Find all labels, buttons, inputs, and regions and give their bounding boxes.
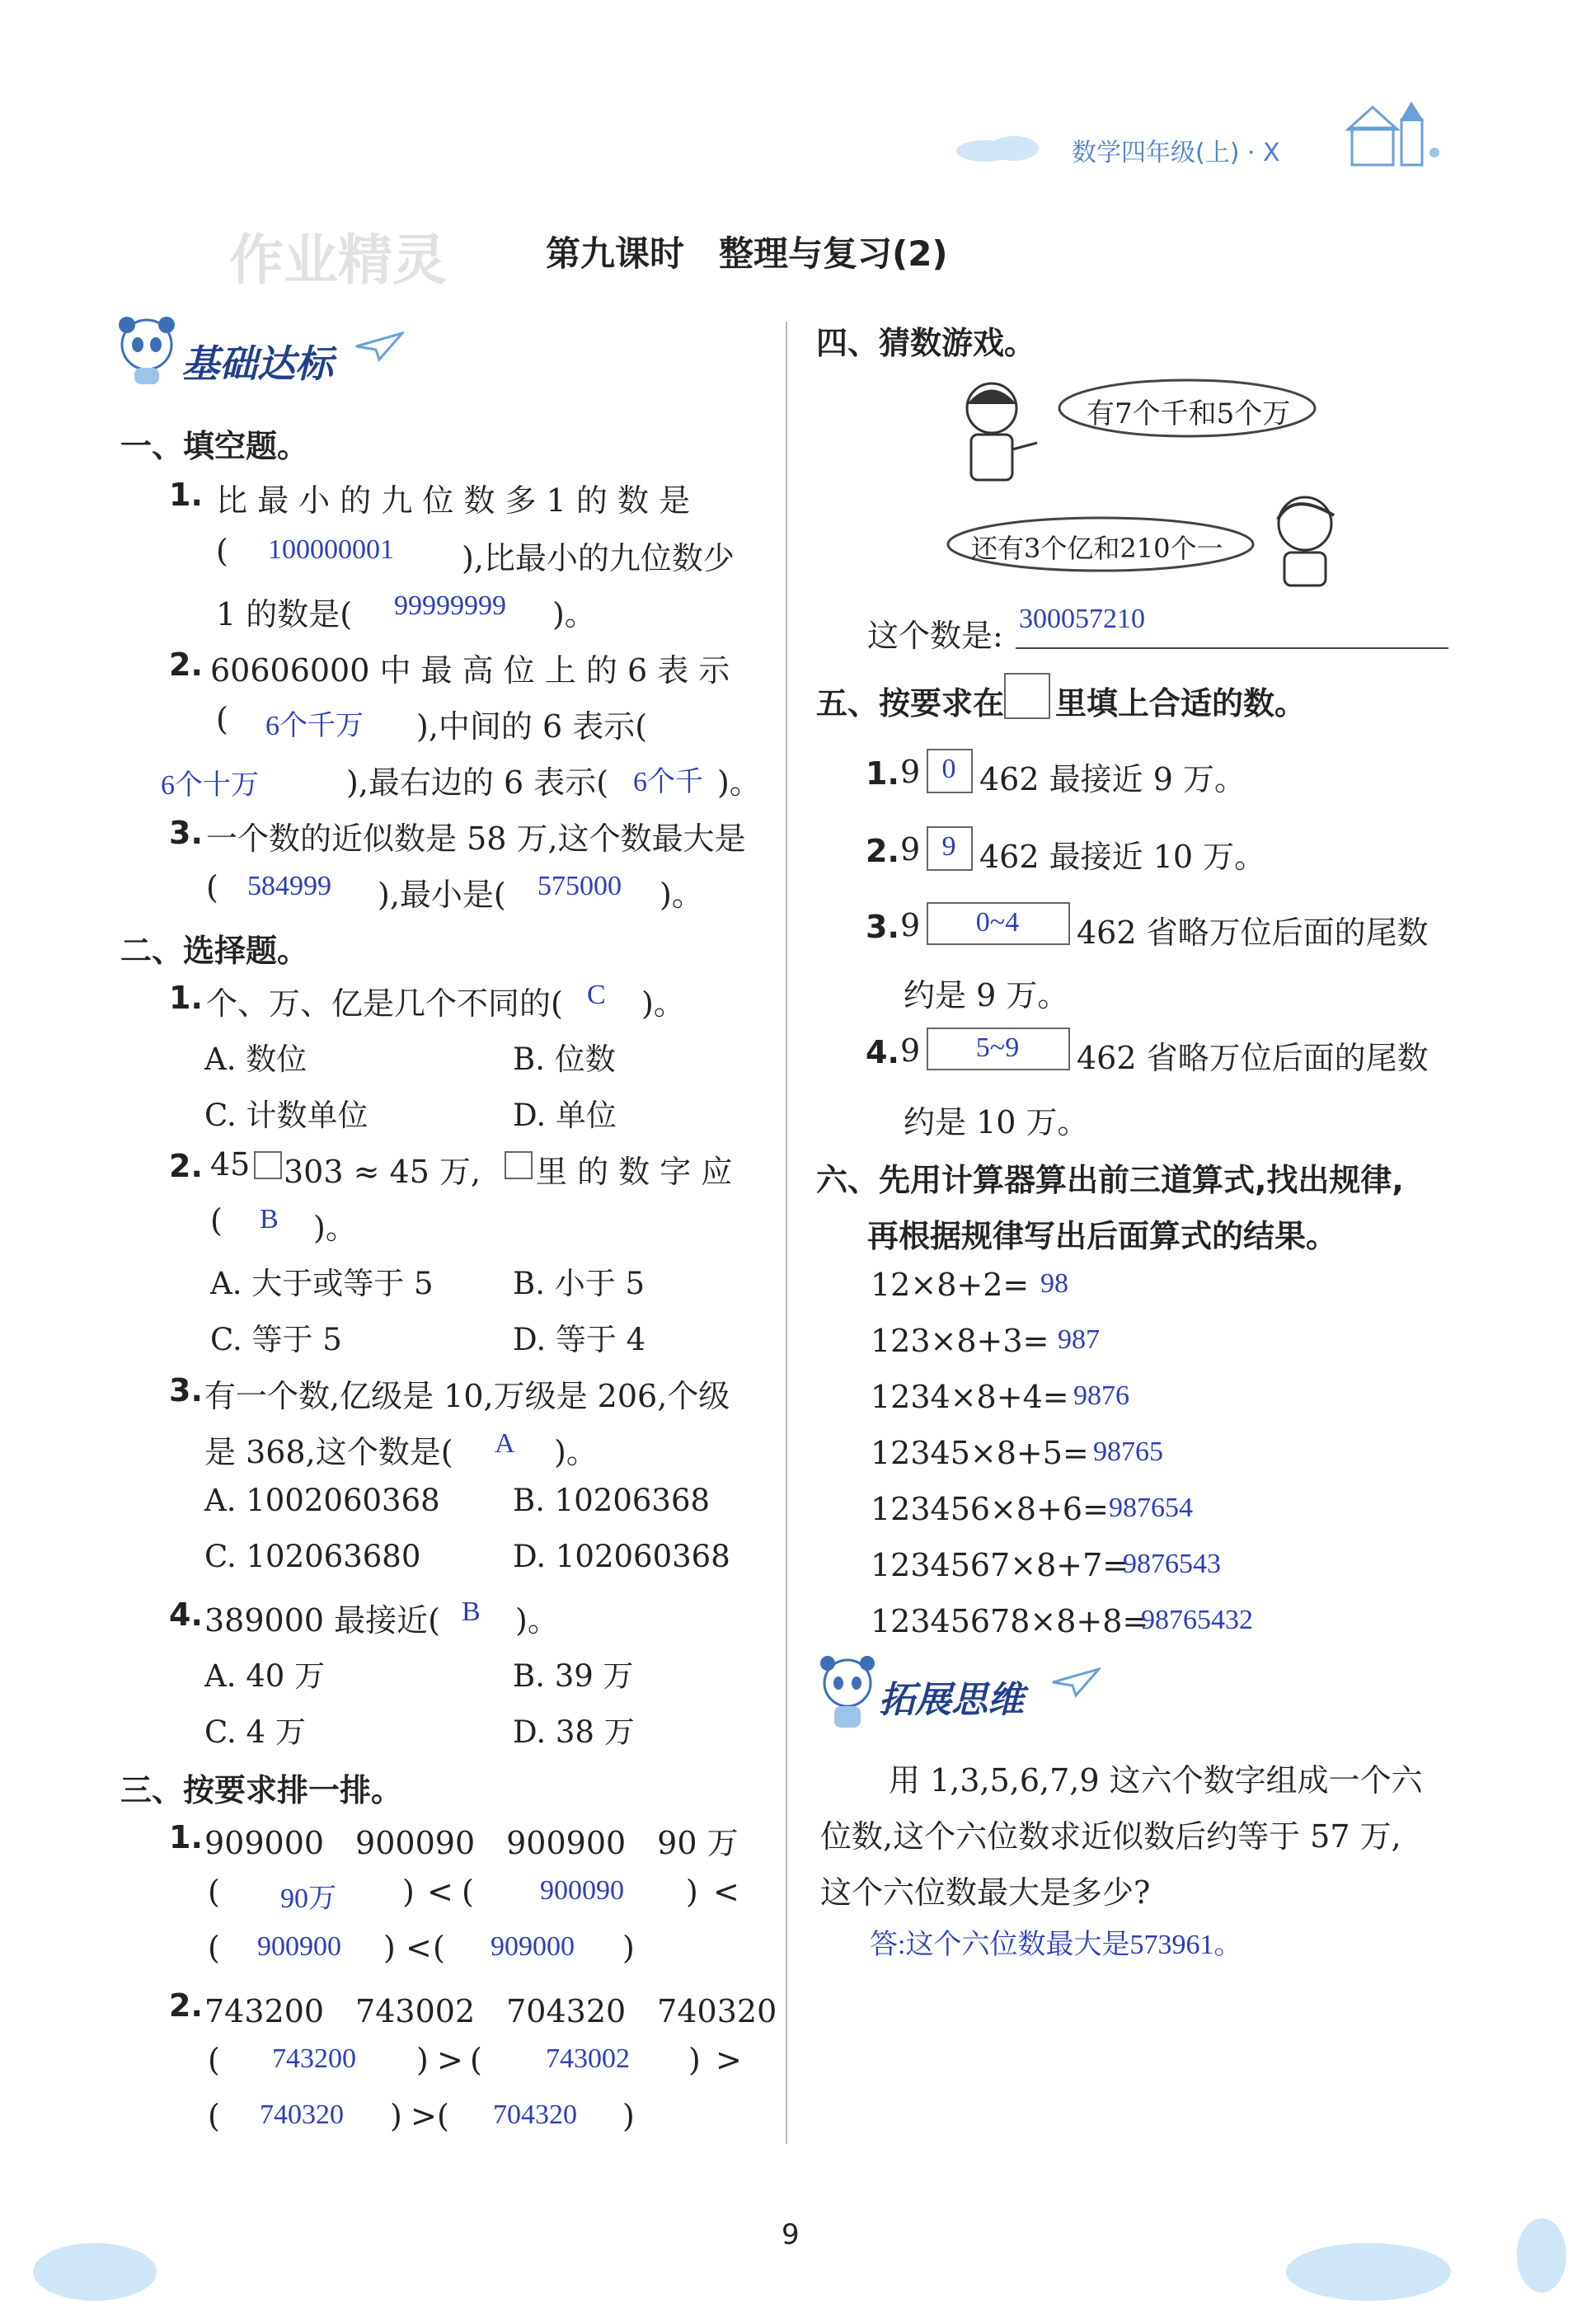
q2-close: )。 [717,764,761,801]
fill1-number: 1. [866,755,899,792]
order2-answer3: 740320 [260,2100,344,2130]
fill4-answer: 5~9 [975,1032,1020,1063]
page-number: 9 [782,2218,800,2251]
q3-mid: ),最小是( [378,877,506,913]
mc3-number: 3. [169,1372,203,1408]
calc-row-7-answer: 98765432 [1141,1605,1253,1635]
answer-underline [1016,647,1448,649]
q2-line1: 60606000 中 最 高 位 上 的 6 表 示 [210,652,730,689]
order1-answer2: 900090 [540,1875,624,1906]
column-divider [786,322,787,2144]
order1-close: ) [402,1874,415,1910]
mc4-stem: 389000 最接近( [204,1602,440,1639]
order1-open: ( [208,1930,220,1966]
panda-icon [816,1653,879,1733]
q1-mid: ),比最小的九位数少 [462,540,735,576]
mc1-option-d: D. 单位 [513,1098,617,1133]
order2-gt: > [411,2098,437,2134]
order2-gt: > [716,2042,742,2078]
q3-answer1: 584999 [247,871,331,901]
mc4-option-c: C. 4 万 [204,1714,306,1750]
order1-open: ( [462,1874,474,1910]
q2-mid1: ),中间的 6 表示( [416,708,648,745]
fill4-post: 462 省略万位后面的尾数 [1077,1040,1429,1076]
q2-number: 2. [169,647,203,683]
order2-open: ( [470,2042,482,2078]
extension-line2: 位数,这个六位数求近似数后约等于 57 万, [820,1818,1401,1855]
footer-decoration [1286,2243,1451,2301]
order2-close: ) [416,2042,429,2078]
blank-box [505,1151,533,1179]
section5-heading-a: 五、按要求在 [816,685,1005,722]
mc1-option-b: B. 位数 [513,1042,616,1077]
mc1-stem: 个、万、亿是几个不同的( [206,985,563,1022]
fill3-answer: 0~4 [975,907,1020,938]
q2-answer2: 6个十万 [161,770,259,801]
q2-answer1: 6个千万 [265,711,364,741]
mc2-option-c: C. 等于 5 [210,1322,342,1357]
order2-close: ) [390,2098,402,2134]
mc3-answer: A [495,1428,515,1459]
calc-row-2-expr: 123×8+3= [871,1323,1049,1359]
q3-open: ( [206,869,218,905]
order2-open: ( [208,2042,220,2078]
mc3-line2: 是 368,这个数是( [204,1434,453,1470]
mc4-close: )。 [515,1602,559,1639]
q2-answer3: 6个千 [633,767,703,797]
mc1-option-a: A. 数位 [204,1042,307,1077]
fill4-number: 4. [866,1034,899,1070]
fill2-pre: 9 [900,831,921,868]
order1-open: ( [208,1874,220,1910]
order1-number: 1. [169,1819,203,1855]
fill4-pre: 9 [900,1032,921,1069]
mc1-number: 1. [169,980,203,1016]
order2-answer2: 743002 [546,2043,630,2074]
q3-line1: 一个数的近似数是 58 万,这个数最大是 [206,821,746,857]
calc-row-1-answer: 98 [1040,1268,1068,1299]
blank-box [254,1151,282,1179]
fill3-post: 462 省略万位后面的尾数 [1077,915,1429,951]
header-subject-tag: 数学四年级(上) · X [1072,139,1280,167]
speech-bubble-text-2: 还有3个亿和210个一 [971,533,1223,564]
mc2-open: ( [210,1202,223,1239]
footer-decoration [1517,2218,1566,2292]
mc3-option-a: A. 1002060368 [204,1483,440,1518]
mc4-option-b: B. 39 万 [513,1658,634,1694]
order2-answer4: 704320 [493,2100,577,2130]
mc3-option-b: B. 10206368 [513,1483,711,1518]
section1-heading: 一、填空题。 [120,428,309,464]
fill2-number: 2. [866,833,899,869]
calc-row-1-expr: 12×8+2= [871,1267,1030,1303]
badge-extend: 拓展思维 [879,1679,1024,1721]
q3-number: 3. [169,815,203,851]
order1-close: ) [686,1874,698,1910]
q3-close: )。 [660,877,703,913]
fill3-pre: 9 [900,907,921,943]
castle-icon [1319,95,1451,169]
section5-heading-b: 里填上合适的数。 [1055,685,1307,722]
mc2-stem-a: 45 [210,1146,251,1183]
q1-line1: 比 最 小 的 九 位 数 多 1 的 数 是 [216,482,691,519]
mc2-number: 2. [169,1148,203,1184]
calc-row-4-expr: 12345×8+5= [871,1435,1089,1471]
paper-plane-icon [1051,1666,1101,1699]
calc-row-6-expr: 1234567×8+7= [871,1547,1129,1583]
extension-line3: 这个六位数最大是多少? [820,1874,1151,1911]
mc4-option-d: D. 38 万 [513,1714,635,1750]
q1-line3: 1 的数是( [216,596,353,632]
mc4-number: 4. [169,1596,203,1633]
order2-open: ( [208,2098,220,2134]
fill3-number: 3. [866,909,899,945]
order2-open: ( [437,2098,449,2134]
mc1-close: )。 [641,985,685,1022]
guess-answer-label: 这个数是: [867,618,1003,654]
fill1-pre: 9 [900,754,921,790]
fill2-answer: 9 [941,831,956,862]
mc3-option-c: C. 102063680 [204,1539,421,1574]
order2-close: ) [622,2098,635,2134]
mc3-line1: 有一个数,亿级是 10,万级是 206,个级 [204,1378,730,1414]
order2-number: 2. [169,1987,203,2024]
calc-row-4-answer: 98765 [1093,1437,1163,1467]
mc3-option-d: D. 102060368 [513,1539,730,1574]
extension-answer: 答:这个六位数最大是573961。 [870,1930,1242,1960]
boy-character-icon [1260,482,1350,590]
order1-lt: < [427,1874,453,1910]
fill1-post: 462 最接近 9 万。 [979,761,1246,797]
q1-number: 1. [169,477,203,513]
mc2-option-a: A. 大于或等于 5 [210,1266,434,1301]
calc-row-5-expr: 123456×8+6= [871,1491,1109,1527]
order1-lt: < [713,1874,739,1910]
cloud-decoration [989,136,1039,161]
mc4-option-a: A. 40 万 [204,1658,326,1694]
panda-icon [114,313,180,388]
fill4-post2: 约是 10 万。 [904,1104,1089,1140]
order2-items: 743200 743002 704320 740320 [204,1993,777,2029]
calc-row-2-answer: 987 [1058,1324,1100,1355]
mc2-stem-b: 303 ≈ 45 万, [284,1154,481,1190]
mc1-answer: C [587,980,606,1010]
section6-heading-1: 六、先用计算器算出前三道算式,找出规律, [816,1162,1404,1198]
q2-open: ( [216,701,228,737]
calc-row-7-expr: 12345678×8+8= [871,1603,1149,1639]
mc1-option-c: C. 计数单位 [204,1098,368,1133]
order1-close: ) [383,1930,396,1966]
boy-character-icon [946,375,1045,491]
calc-row-5-answer: 987654 [1109,1493,1193,1523]
mc3-close: )。 [554,1434,598,1470]
fill2-post: 462 最接近 10 万。 [979,839,1266,875]
footer-decoration [33,2243,157,2301]
order2-answer1: 743200 [272,2043,356,2074]
speech-bubble-text-1: 有7个千和5个万 [1087,397,1291,430]
mc2-option-b: B. 小于 5 [513,1266,645,1301]
mc2-answer: B [260,1204,279,1234]
order1-open: ( [433,1930,445,1966]
q1-close: )。 [552,596,596,632]
calc-row-3-expr: 1234×8+4= [871,1379,1069,1415]
fill1-answer: 0 [941,754,956,784]
section6-heading-2: 再根据规律写出后面算式的结果。 [867,1218,1338,1254]
section4-heading: 四、猜数游戏。 [816,325,1036,361]
order1-answer1: 90万 [280,1883,336,1914]
q1-answer2: 99999999 [394,590,506,621]
section3-heading: 三、按要求排一排。 [120,1772,403,1808]
order1-answer3: 900900 [257,1931,341,1962]
mc2-option-d: D. 等于 4 [513,1322,646,1357]
q1-open: ( [216,533,228,569]
mc2-close: )。 [313,1210,357,1246]
badge-basic: 基础达标 [181,341,333,386]
mc2-stem-c: 里 的 数 字 应 [536,1154,733,1190]
order1-items: 909000 900090 900900 90 万 [204,1825,739,1861]
calc-row-6-answer: 9876543 [1123,1549,1221,1579]
q2-mid2: ),最右边的 6 表示( [346,764,609,801]
mc4-answer: B [462,1596,481,1627]
blank-box [1004,673,1050,719]
order2-close: ) [688,2042,701,2078]
extension-line1: 用 1,3,5,6,7,9 这六个数字组成一个六 [889,1762,1423,1799]
order1-answer4: 909000 [491,1931,575,1962]
order2-gt: > [437,2042,463,2078]
q1-answer1: 100000001 [268,534,394,565]
paper-plane-icon [354,330,404,363]
q3-answer2: 575000 [537,871,622,901]
page-title: 第九课时 整理与复习(2) [546,233,948,274]
order1-lt: < [406,1930,432,1966]
order1-close: ) [622,1930,635,1966]
guess-answer: 300057210 [1019,604,1145,634]
fill3-post2: 约是 9 万。 [904,977,1069,1013]
section2-heading: 二、选择题。 [120,933,309,969]
watermark-brand: 作业精灵 [229,228,447,292]
calc-row-3-answer: 9876 [1073,1380,1129,1411]
